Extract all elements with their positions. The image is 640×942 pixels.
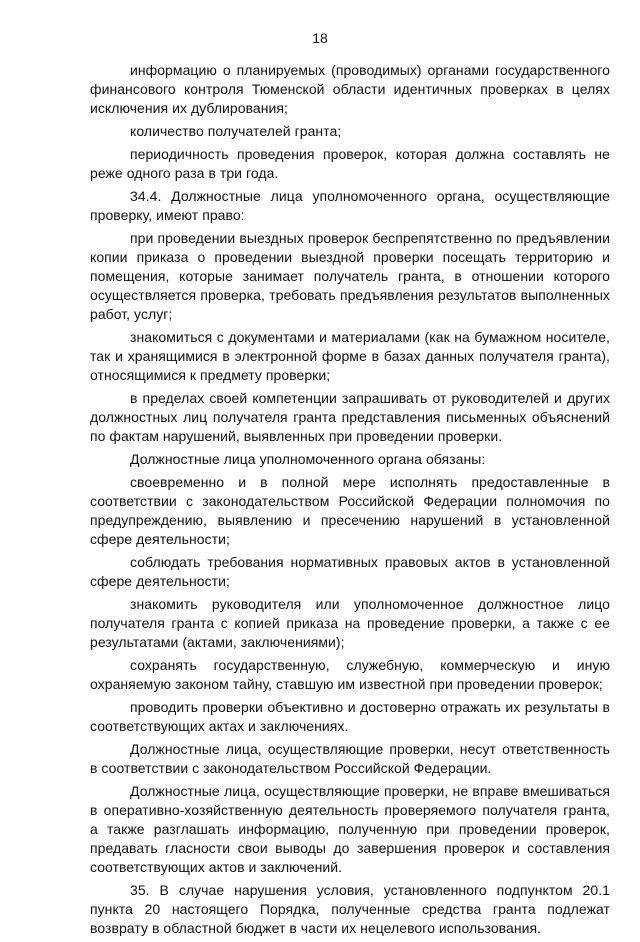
paragraph-exercise-powers: своевременно и в полной мере исполнять предоставленные в соответствии с законодательством Российской Федерации полномочия по предупреждению, выявлению и пресечению нарушений в установленной сфере деятельности; [90, 474, 610, 547]
paragraph-responsibility: Должностные лица, осуществляющие проверки, несут ответственность в соответствии с законодательством Российской Федерации. [90, 741, 610, 776]
paragraph-request-explanations: в пределах своей компетенции запрашивать от руководителей и других должностных лиц получателя гранта представления письменных объяснений по фактам нарушений, выявленных при проведении проверки. [90, 390, 610, 444]
paragraph-inform-head: знакомить руководителя или уполномоченное должностное лицо получателя гранта с копией приказа на проведение проверки, а также с ее результатами (актами, заключениями); [90, 596, 610, 650]
paragraph-inspection-frequency: периодичность проведения проверок, которая должна составлять не реже одного раза в три года. [90, 146, 610, 181]
paragraph-objective-inspections: проводить проверки объективно и достоверно отражать их результаты в соответствующих актах и заключениях. [90, 699, 610, 734]
paragraph-obligations-heading: Должностные лица уполномоченного органа обязаны: [130, 451, 486, 467]
paragraph-non-interference: Должностные лица, осуществляющие проверки, не вправе вмешиваться в оперативно-хозяйственную деятельность проверяемого получателя гранта, а также разглашать информацию, полученную при проведении проверок, предавать гласности свои выводы до завершения проверок и составления соответствующих актов и заключений. [90, 783, 610, 875]
paragraph-grant-recipients-count: количество получателей гранта; [130, 123, 342, 139]
document-body [90, 61, 610, 942]
paragraph-keep-secrets: сохранять государственную, служебную, коммерческую и иную охраняемую законом тайну, ставшую им известной при проведении проверок; [90, 657, 610, 692]
paragraph-35-refund: 35. В случае нарушения условия, установленного подпунктом 20.1 пункта 20 настоящего Порядка, полученные средства гранта подлежат возврату в областной бюджет в части их нецелевого использования. [90, 882, 610, 936]
paragraph-field-inspections: при проведении выездных проверок беспрепятственно по предъявлении копии приказа о проведении выездной проверки посещать территорию и помещения, которые занимает получатель гранта, в отношении которого осуществляется проверка, требовать предъявления результатов выполненных работ, услуг; [90, 230, 610, 322]
paragraph-comply-regulations: соблюдать требования нормативных правовых актов в установленной сфере деятельности; [90, 554, 610, 589]
paragraph-34-4-rights: 34.4. Должностные лица уполномоченного органа, осуществляющие проверку, имеют право: [90, 188, 610, 223]
paragraph-monitoring-info: информацию о планируемых (проводимых) органами государственного финансового контроля Тюменской области идентичных проверках в целях исключения их дублирования; [90, 62, 610, 116]
page-number: 18 [312, 30, 328, 46]
paragraph-document-review: знакомиться с документами и материалами (как на бумажном носителе, так и хранящимися в электронной форме в базах данных получателя гранта), относящимися к предмету проверки; [90, 329, 610, 383]
